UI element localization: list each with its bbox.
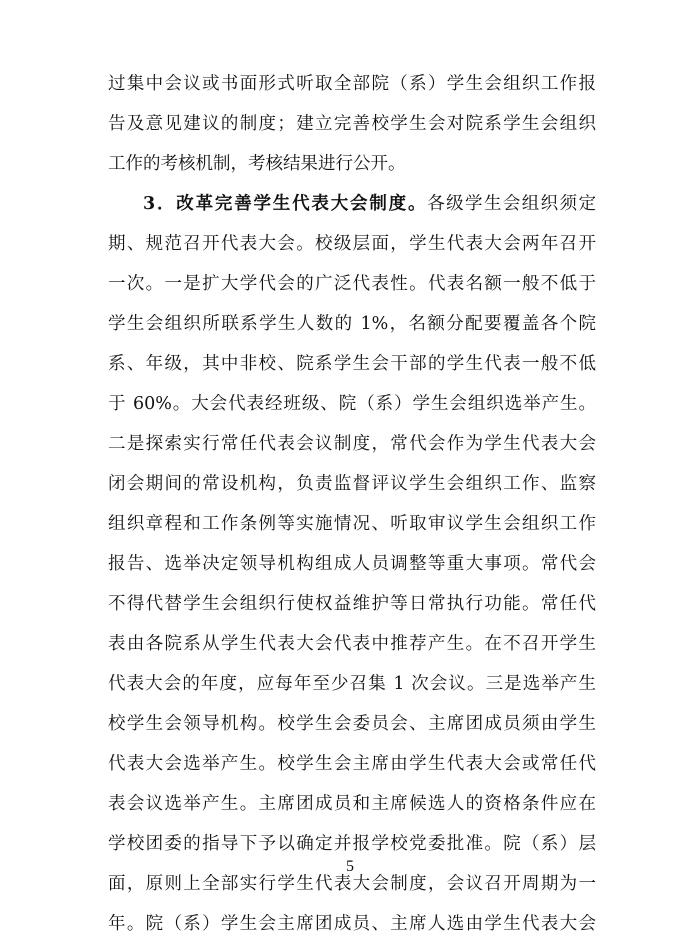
text-line: 校学生会领导机构。校学生会委员会、主席团成员须由学生	[108, 714, 596, 734]
document-body	[108, 64, 596, 940]
text-line: 于 60%。大会代表经班级、院（系）学生会组织选举产生。	[108, 394, 596, 414]
text-line: 报告、选举决定领导机构组成人员调整等重大事项。常代会	[108, 554, 596, 574]
text-line: 过集中会议或书面形式听取全部院（系）学生会组织工作报	[108, 74, 596, 94]
text-line: 组织章程和工作条例等实施情况、听取审议学生会组织工作	[108, 514, 596, 534]
heading-line-continuation: 各级学生会组织须定	[427, 194, 596, 214]
section-heading: 3．改革完善学生代表大会制度。	[143, 194, 428, 214]
text-line: 工作的考核机制，考核结果进行公开。	[108, 154, 406, 174]
text-line: 告及意见建议的制度；建立完善校学生会对院系学生会组织	[108, 114, 596, 134]
text-line: 不得代替学生会组织行使权益维护等日常执行功能。常任代	[108, 594, 596, 614]
text-line: 表会议选举产生。主席团成员和主席候选人的资格条件应在	[108, 794, 596, 814]
text-line: 学校团委的指导下予以确定并报学校党委批准。院（系）层	[108, 834, 596, 854]
text-line: 学生会组织所联系学生人数的 1%，名额分配要覆盖各个院	[108, 314, 596, 334]
page-number: 5	[346, 858, 354, 875]
text-line	[108, 184, 596, 224]
text-line: 代表大会的年度，应每年至少召集 1 次会议。三是选举产生	[108, 674, 596, 694]
text-line: 一次。一是扩大学代会的广泛代表性。代表名额一般不低于	[108, 274, 596, 294]
text-line: 期、规范召开代表大会。校级层面，学生代表大会两年召开	[108, 234, 596, 254]
text-line: 表由各院系从学生代表大会代表中推荐产生。在不召开学生	[108, 634, 596, 654]
text-line: 年。院（系）学生会主席团成员、主席人选由学生代表大会	[108, 914, 596, 934]
text-line: 闭会期间的常设机构，负责监督评议学生会组织工作、监察	[108, 474, 596, 494]
text-line: 二是探索实行常任代表会议制度，常代会作为学生代表大会	[108, 434, 596, 454]
text-line: 系、年级，其中非校、院系学生会干部的学生代表一般不低	[108, 354, 596, 374]
text-line: 面，原则上全部实行学生代表大会制度，会议召开周期为一	[108, 874, 596, 894]
text-line: 代表大会选举产生。校学生会主席由学生代表大会或常任代	[108, 754, 596, 774]
